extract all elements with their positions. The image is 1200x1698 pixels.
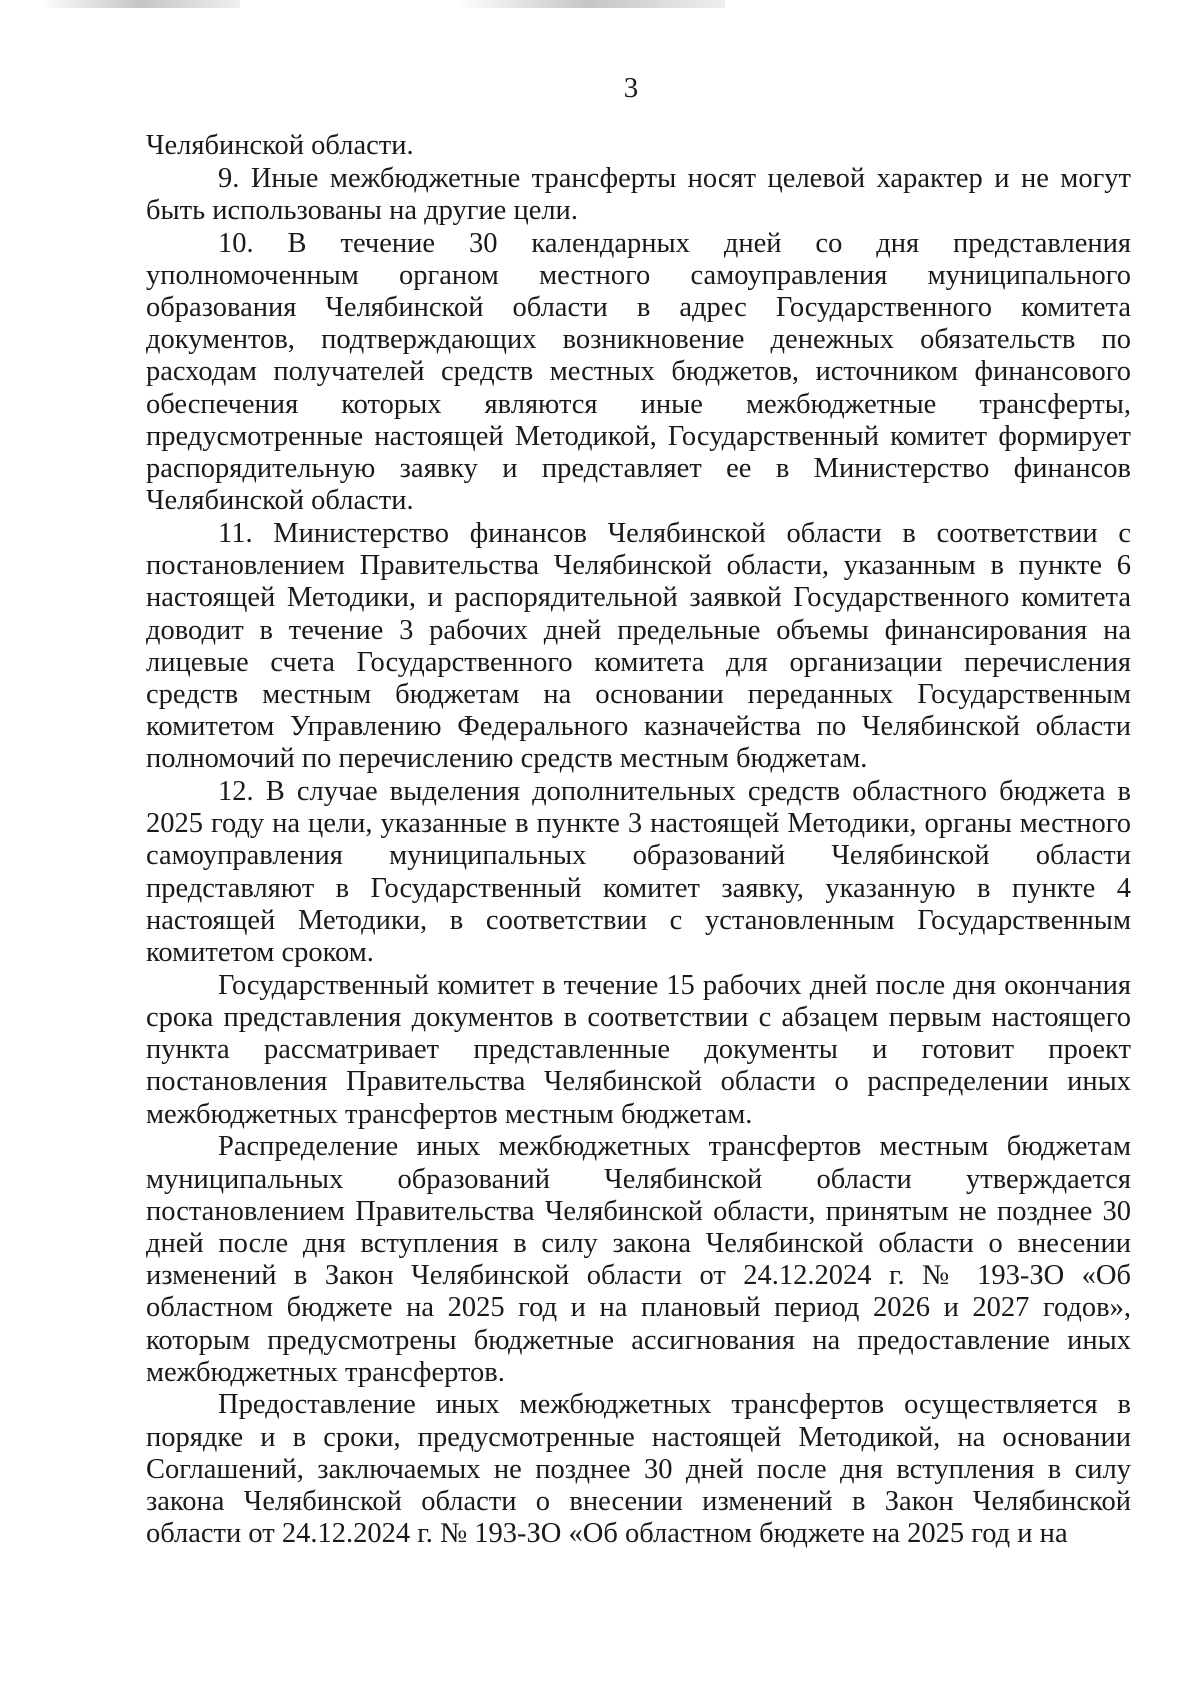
paragraph-item-11: 11. Министерство финансов Челябинской области в соответствии с постановлением Правительства Челябинской области, указанным в пункте 6 настоящей Методики, и распорядительной заявкой Государственного комитета доводит в течение 3 рабочих дней предельные объемы финансирования на лицевые счета Государственного комитета для организации перечисления средств местным бюджетам на основании переданных Государственным комитетом Управлению Федерального казначейства по Челябинской области полномочий по перечислению средств местным бюджетам. bbox=[146, 517, 1131, 775]
paragraph-item-12-part-4: Предоставление иных межбюджетных трансфертов осуществляется в порядке и в сроки, предусмотренные настоящей Методикой, на основании Соглашений, заключаемых не позднее 30 дней после дня вступления в силу закона Челябинской области о внесении изменений в Закон Челябинской области от 24.12.2024 г. № 193-ЗО «Об областном бюджете на 2025 год и на bbox=[146, 1389, 1131, 1550]
paragraph-item-12-part-2: Государственный комитет в течение 15 рабочих дней после дня окончания срока представления документов в соответствии с абзацем первым настоящего пункта рассматривает представленные документы и готовит проект постановления Правительства Челябинской области о распределении иных межбюджетных трансфертов местным бюджетам. bbox=[146, 969, 1131, 1130]
document-body bbox=[146, 130, 1131, 1551]
paragraph-item-10: 10. В течение 30 календарных дней со дня представления уполномоченным органом местного самоуправления муниципального образования Челябинской области в адрес Государственного комитета документов, подтверждающих возникновение денежных обязательств по расходам получателей средств местных бюджетов, источником финансового обеспечения которых являются иные межбюджетные трансферты, предусмотренные настоящей Методикой, Государственный комитет формирует распорядительную заявку и представляет ее в Министерство финансов Челябинской области. bbox=[146, 227, 1131, 517]
scan-edge-mark bbox=[40, 0, 240, 8]
scan-edge-mark bbox=[455, 0, 725, 8]
paragraph-item-12: 12. В случае выделения дополнительных средств областного бюджета в 2025 году на цели, указанные в пункте 3 настоящей Методики, органы местного самоуправления муниципальных образований Челябинской области представляют в Государственный комитет заявку, указанную в пункте 4 настоящей Методики, в соответствии с установленным Государственным комитетом сроком. bbox=[146, 776, 1131, 969]
page-number: 3 bbox=[623, 72, 639, 104]
paragraph-item-12-part-3: Распределение иных межбюджетных трансфертов местным бюджетам муниципальных образований Челябинской области утверждается постановлением Правительства Челябинской области, принятым не позднее 30 дней после дня вступления в силу закона Челябинской области о внесении изменений в Закон Челябинской области от 24.12.2024 г. № 193-ЗО «Об областном бюджете на 2025 год и на плановый период 2026 и 2027 годов», которым предусмотрены бюджетные ассигнования на предоставление иных межбюджетных трансфертов. bbox=[146, 1131, 1131, 1388]
paragraph-item-9: 9. Иные межбюджетные трансферты носят целевой характер и не могут быть использованы на другие цели. bbox=[146, 162, 1131, 226]
paragraph-continuation: Челябинской области. bbox=[146, 130, 414, 161]
